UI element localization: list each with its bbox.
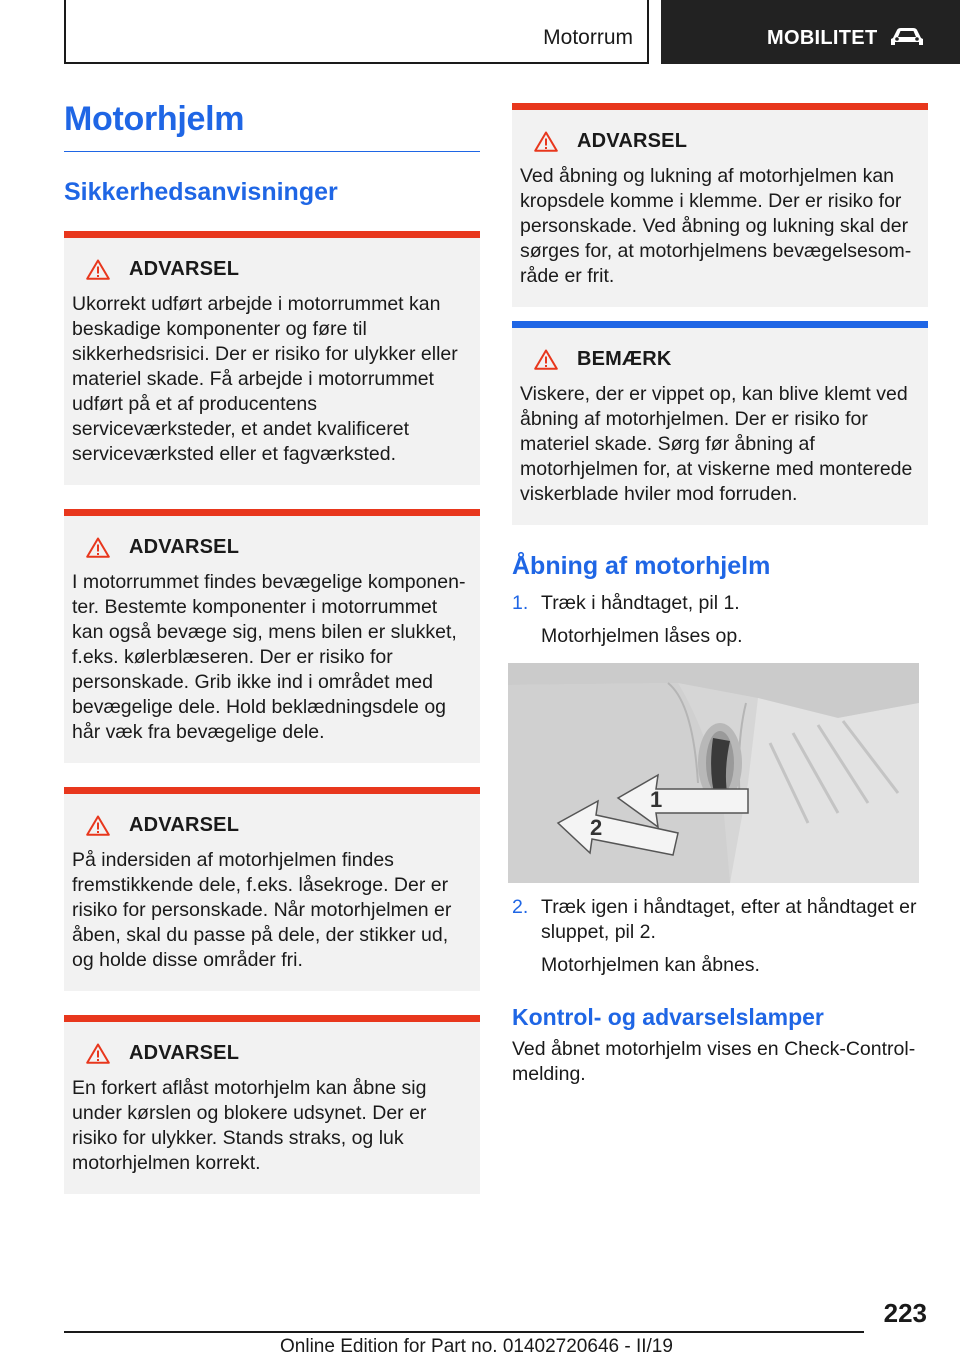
warning-text: I motorrummet findes bevægelige komponenter. Bestemte komponenter i motorrummet kan også bevæge sig, mens bilen er slukket, f.eks. kølerblæseren. Der er risiko for personskade. Grib ikke ind i området med bevægelige dele. Hold beklædningsdele og hår væk fra bevægelige dele. bbox=[72, 571, 466, 743]
page-title: Motorhjelm bbox=[64, 100, 480, 152]
warning-box-1 bbox=[64, 231, 480, 485]
step-number: 2. bbox=[512, 896, 529, 918]
header-section-label: Motorrum bbox=[543, 26, 633, 49]
lamps-text: Ved åbnet motorhjelm vises en Check-Control-melding. bbox=[512, 1038, 916, 1085]
warning-box-header bbox=[86, 536, 472, 559]
arrow-2-label: 2 bbox=[590, 815, 603, 840]
step-number: 1. bbox=[512, 592, 529, 614]
page-number: 223 bbox=[883, 1298, 927, 1328]
hood-release-illustration bbox=[508, 663, 919, 883]
warning-box-4 bbox=[64, 1015, 480, 1194]
footer-divider bbox=[64, 1331, 864, 1333]
warning-triangle-icon bbox=[86, 537, 110, 558]
warning-label: ADVARSEL bbox=[129, 258, 240, 280]
warning-text: Ved åbning og lukning af motorhjelmen kan kropsdele komme i klemme. Der er risiko for personskade. Ved åbning og lukning skal der sørges for, at motorhjelmens bevægelsesområde er frit. bbox=[520, 165, 912, 287]
warning-text: Ukorrekt udført arbejde i motorrummet kan beskadige komponenter og føre til sikkerhedsrisici. Der er risiko for ulykker eller materiel skade. Få arbejde i motorrummet udført på et af producentens serviceværksteder, et andet kvalificeret serviceværksted eller et fagværksted. bbox=[72, 293, 458, 465]
warning-box-2 bbox=[64, 509, 480, 763]
step-text: Træk igen i håndtaget, efter at håndtaget er sluppet, pil 2. bbox=[541, 896, 917, 943]
footer-edition: Online Edition for Part no. 01402720646 - II/19 bbox=[280, 1336, 673, 1357]
note-text: Viskere, der er vippet op, kan blive klemt ved åbning af motorhjelmen. Der er risiko for materiel skade. Sørg før åbning af motorhjelmen for, at viskerne med monterede viskerblade hviler mod forruden. bbox=[520, 383, 913, 505]
warning-box-header bbox=[534, 130, 920, 153]
warning-triangle-icon bbox=[534, 131, 558, 152]
step-text: Træk i håndtaget, pil 1. bbox=[541, 592, 740, 614]
right-column bbox=[512, 103, 928, 1087]
step-1 bbox=[512, 591, 928, 616]
warning-box-header bbox=[86, 814, 472, 837]
note-box-header bbox=[534, 348, 920, 371]
warning-text: En forkert aflåst motorhjelm kan åbne sig under kørslen og blokere udsynet. Der er risiko for ulykker. Stands straks, og luk motorhjelmen korrekt. bbox=[72, 1077, 427, 1174]
warning-label: ADVARSEL bbox=[129, 536, 240, 558]
step-2-result: Motorhjelmen kan åbnes. bbox=[541, 954, 760, 976]
warning-box-header bbox=[86, 258, 472, 281]
arrow-1-label: 1 bbox=[650, 787, 663, 812]
left-column bbox=[64, 100, 480, 1194]
section-title-lamps: Kontrol- og advarselslamper bbox=[512, 1004, 824, 1030]
warning-triangle-icon bbox=[86, 1043, 110, 1064]
section-title-opening: Åbning af motorhjelm bbox=[512, 552, 771, 580]
step-2 bbox=[512, 895, 928, 945]
note-box bbox=[512, 321, 928, 525]
warning-triangle-icon bbox=[86, 815, 110, 836]
header-chapter-box bbox=[661, 0, 960, 64]
warning-label: ADVARSEL bbox=[129, 1042, 240, 1064]
hood-release-drawing bbox=[508, 663, 919, 883]
note-label: BEMÆRK bbox=[577, 348, 672, 370]
warning-box-3 bbox=[64, 787, 480, 991]
warning-triangle-icon bbox=[86, 259, 110, 280]
header-chapter-label: MOBILITET bbox=[767, 27, 878, 49]
warning-label: ADVARSEL bbox=[577, 130, 688, 152]
section-title-safety: Sikkerhedsanvisninger bbox=[64, 178, 338, 206]
header-section-box bbox=[64, 0, 649, 64]
warning-box-5 bbox=[512, 103, 928, 307]
caution-triangle-icon bbox=[534, 349, 558, 370]
warning-box-header bbox=[86, 1042, 472, 1065]
step-1-result: Motorhjelmen låses op. bbox=[541, 625, 743, 647]
warning-label: ADVARSEL bbox=[129, 814, 240, 836]
car-icon bbox=[889, 26, 925, 48]
warning-text: På indersiden af motorhjelmen findes fremstikkende dele, f.eks. låsekroge. Der er risiko for personskade. Når motorhjelmen er åben, skal du passe på dele, der stikker ud, og holde disse områder fri. bbox=[72, 849, 452, 971]
